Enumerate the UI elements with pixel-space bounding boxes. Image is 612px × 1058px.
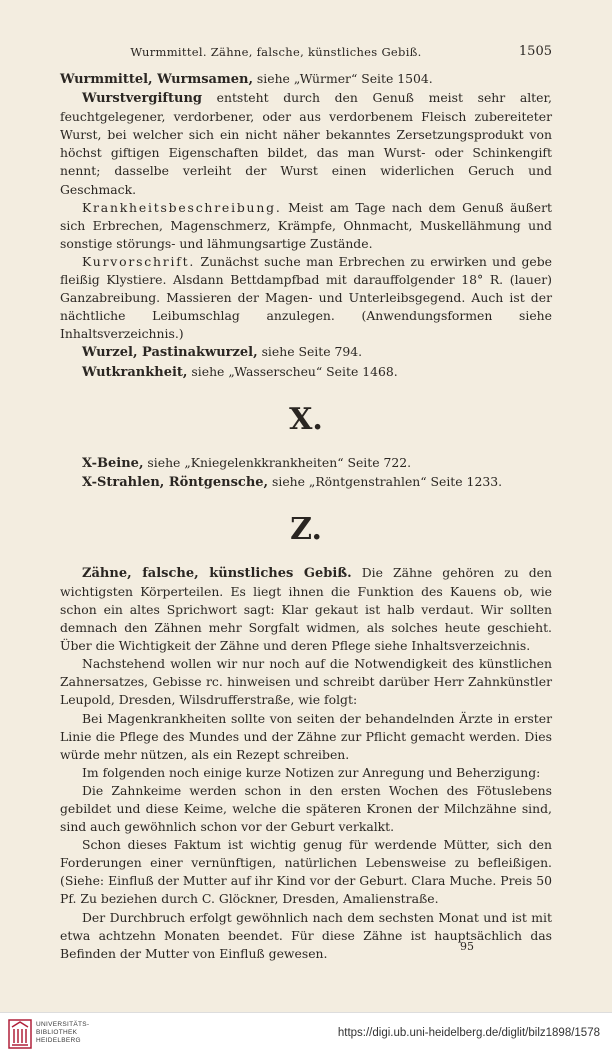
paragraph-krankheitsbeschreibung xyxy=(60,199,552,253)
entry-zaehne xyxy=(60,564,552,655)
entry-text: siehe „Kniegelenkkrankheiten“ Seite 722. xyxy=(147,454,412,470)
paragraph: Nachstehend wollen wir nur noch auf die Notwendigkeit des künstlichen Zahnersatzes, Gebisse rc. hinweisen und schreibt darüber Herr Zahnkünstler Leupold, Dresden, Wilsdrufferstraße, wie folgt: xyxy=(60,656,552,708)
paragraph: Die Zahnkeime werden schon in den ersten Wochen des Fötuslebens gebildet und diese Keime, welche die späteren Kronen der Milchzähne sind, sind auch gewöhnlich schon vor der Geburt verkalkt. xyxy=(60,782,552,835)
entry-wutkrankheit xyxy=(60,363,552,382)
page-number: 1505 xyxy=(518,44,552,59)
library-line: BIBLIOTHEK xyxy=(36,1029,78,1036)
lemma: X-Beine, xyxy=(82,455,144,471)
lemma: X-Strahlen, Röntgensche, xyxy=(82,474,269,490)
paragraph: Im folgenden noch einige kurze Notizen zur Anregung und Beherzigung: xyxy=(82,764,541,780)
subheading: Krankheitsbeschreibung. xyxy=(82,199,282,215)
sheet-signature: 95 xyxy=(460,940,474,953)
subheading: Kurvorschrift. xyxy=(82,253,196,269)
paragraph-kurvorschrift xyxy=(60,253,552,343)
entry-text: siehe Seite 794. xyxy=(261,344,363,360)
section-letter-z: Z. xyxy=(290,511,322,547)
university-library-logo-icon[interactable] xyxy=(8,1019,32,1049)
viewer-bottom-bar xyxy=(0,1012,612,1058)
entry-text: siehe „Röntgenstrahlen“ Seite 1233. xyxy=(272,473,503,489)
entry-text: siehe „Wasserscheu“ Seite 1468. xyxy=(191,363,398,379)
paragraph-text: Meist am Tage nach dem Genuß äußert sich Erbrechen, Magenschmerz, Krämpfe, Ohnmacht, Muskellähmung und sonstige störungs- und lähmungsartige Zustände. xyxy=(60,199,552,251)
entry-wurmmittel xyxy=(60,70,552,89)
paragraph: Der Durchbruch erfolgt gewöhnlich nach dem sechsten Monat und ist mit etwa achtzehn Monaten beendet. Für diese Zähne ist hauptsächlich das Befinden der Mutter von Einfluß gewesen. xyxy=(60,909,552,961)
page-header xyxy=(60,44,552,60)
library-name xyxy=(36,1021,89,1045)
entry-text: entsteht durch den Genuß meist sehr alter, feuchtgelegener, verdorbener, oder aus verdorbenem Fleisch zubereiteter Wurst, bei welcher sich ein nicht näher bekanntes Zersetzungsprodukt von höchst giftigen Eigenschaften bildet, das man Wurst- oder Schinkengift nennt; dasselbe verleiht der Wurst einen widerlichen Geruch und Geschmack. xyxy=(60,90,552,197)
section-letter-x: X. xyxy=(289,401,323,437)
paragraph: Schon dieses Faktum ist wichtig genug für werdende Mütter, sich den Forderungen einer vernünftigen, natürlichen Lebensweise zu befleißigen. (Siehe: Einfluß der Mutter auf ihr Kind vor der Geburt. Clara Muche. Preis 50 Pf. Zu beziehen durch C. Glöckner, Dresden, Amalienstraße. xyxy=(60,837,552,907)
paragraph: Bei Magenkrankheiten sollte von seiten der behandelnden Ärzte in erster Linie die Pflege des Mundes und der Zähne zur Pflicht gemacht werden. Dies würde mehr nützen, als ein Rezept schreiben. xyxy=(60,710,552,762)
entry-x-beine xyxy=(60,454,552,473)
lemma: Wutkrankheit, xyxy=(82,364,188,380)
entry-text: siehe „Würmer“ Seite 1504. xyxy=(256,71,433,86)
permalink-url[interactable]: https://digi.ub.uni-heidelberg.de/diglit/bilz1898/1578 xyxy=(337,1027,600,1039)
lemma: Wurzel, Pastinakwurzel, xyxy=(82,345,258,361)
library-line: HEIDELBERG xyxy=(36,1037,81,1044)
running-title: Wurmmittel. Zähne, falsche, künstliches Gebiß. xyxy=(130,45,422,59)
entry-wurstvergiftung xyxy=(60,89,552,199)
entry-wurzel xyxy=(60,343,552,362)
lemma: Wurmmittel, Wurmsamen, xyxy=(60,72,253,87)
entry-x-strahlen xyxy=(60,473,552,492)
paragraph-text: Die Zähne gehören zu den wichtigsten Körperteilen. Es liegt ihnen die Funktion des Kauens ob, wie schon ein altes Sprichwort sagt: Klar gekaut ist halb verdaut. Wir sollten demnach den Zähnen mehr Sorgfalt widmen, als solches heute geschieht. Über die Wichtigkeit der Zähne und deren Pflege siehe Inhaltsverzeichnis. xyxy=(60,564,552,654)
library-line: UNIVERSITÄTS- xyxy=(36,1021,90,1028)
lemma: Zähne, falsche, künstliches Gebiß. xyxy=(82,565,352,581)
page-body xyxy=(60,70,552,963)
paragraph-text: Zunächst suche man Erbrechen zu erwirken und gebe fleißig Klystiere. Alsdann Bettdampfbad mit darauffolgender 18° R. (lauer) Ganzabreibung. Massieren der Magen- und Unterleibsgegend. Auch ist der nächtliche Leibumschlag anzulegen. (Anwendungsformen siehe Inhaltsverzeichnis.) xyxy=(60,253,552,342)
lemma: Wurstvergiftung xyxy=(82,91,202,107)
